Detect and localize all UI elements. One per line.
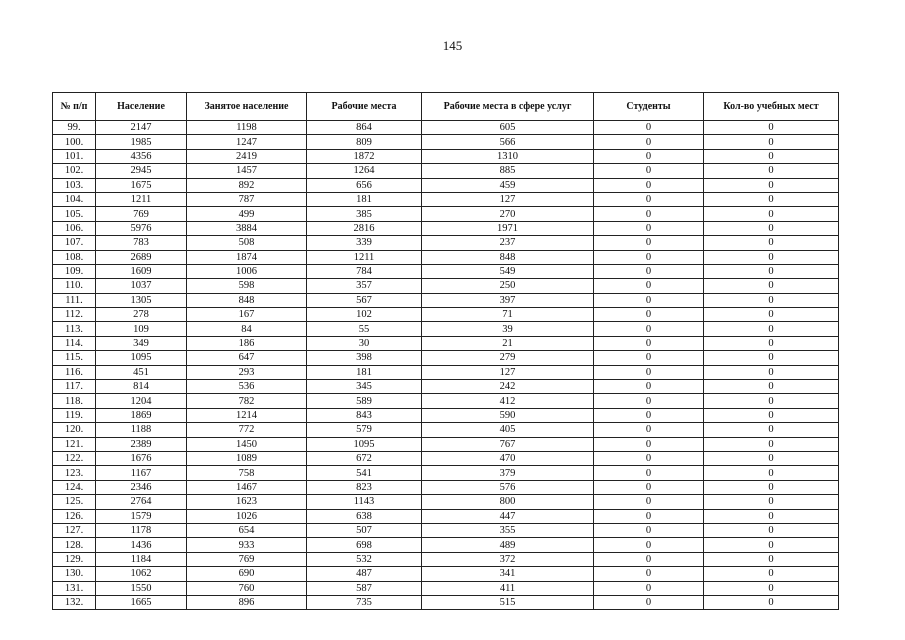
population-cell: 4356 xyxy=(96,149,187,163)
row-number-cell: 112. xyxy=(53,308,96,322)
table-row xyxy=(53,380,839,394)
population-cell: 109 xyxy=(96,322,187,336)
employed-cell: 598 xyxy=(187,279,307,293)
employed-cell: 167 xyxy=(187,308,307,322)
service-workplaces-cell: 885 xyxy=(422,164,594,178)
row-number-cell: 100. xyxy=(53,135,96,149)
table-row xyxy=(53,495,839,509)
table-row xyxy=(53,567,839,581)
header-row xyxy=(53,93,839,121)
employed-cell: 787 xyxy=(187,192,307,206)
table-row xyxy=(53,279,839,293)
workplaces-cell: 181 xyxy=(307,192,422,206)
population-cell: 2346 xyxy=(96,480,187,494)
population-cell: 349 xyxy=(96,336,187,350)
row-number-cell: 107. xyxy=(53,236,96,250)
row-number-cell: 127. xyxy=(53,523,96,537)
population-cell: 451 xyxy=(96,365,187,379)
employed-cell: 499 xyxy=(187,207,307,221)
service-workplaces-cell: 21 xyxy=(422,336,594,350)
workplaces-cell: 345 xyxy=(307,380,422,394)
table-row xyxy=(53,408,839,422)
table-row xyxy=(53,264,839,278)
row-number-cell: 110. xyxy=(53,279,96,293)
header-cell-population: Население xyxy=(96,93,187,121)
study-places-cell: 0 xyxy=(704,121,839,135)
row-number-cell: 108. xyxy=(53,250,96,264)
row-number-cell: 121. xyxy=(53,437,96,451)
employed-cell: 1006 xyxy=(187,264,307,278)
row-number-cell: 111. xyxy=(53,293,96,307)
population-cell: 1609 xyxy=(96,264,187,278)
row-number-cell: 105. xyxy=(53,207,96,221)
workplaces-cell: 1211 xyxy=(307,250,422,264)
row-number-cell: 118. xyxy=(53,394,96,408)
workplaces-cell: 507 xyxy=(307,523,422,537)
row-number-cell: 116. xyxy=(53,365,96,379)
students-cell: 0 xyxy=(594,121,704,135)
row-number-cell: 132. xyxy=(53,595,96,609)
population-cell: 1167 xyxy=(96,466,187,480)
workplaces-cell: 1095 xyxy=(307,437,422,451)
students-cell: 0 xyxy=(594,394,704,408)
employed-cell: 508 xyxy=(187,236,307,250)
service-workplaces-cell: 1971 xyxy=(422,221,594,235)
workplaces-cell: 339 xyxy=(307,236,422,250)
service-workplaces-cell: 447 xyxy=(422,509,594,523)
students-cell: 0 xyxy=(594,380,704,394)
students-cell: 0 xyxy=(594,264,704,278)
population-cell: 1675 xyxy=(96,178,187,192)
study-places-cell: 0 xyxy=(704,595,839,609)
employed-cell: 772 xyxy=(187,423,307,437)
table-row xyxy=(53,466,839,480)
row-number-cell: 101. xyxy=(53,149,96,163)
population-cell: 1095 xyxy=(96,351,187,365)
study-places-cell: 0 xyxy=(704,264,839,278)
row-number-cell: 120. xyxy=(53,423,96,437)
workplaces-cell: 1264 xyxy=(307,164,422,178)
study-places-cell: 0 xyxy=(704,423,839,437)
row-number-cell: 113. xyxy=(53,322,96,336)
students-cell: 0 xyxy=(594,552,704,566)
table-row xyxy=(53,451,839,465)
employed-cell: 654 xyxy=(187,523,307,537)
study-places-cell: 0 xyxy=(704,135,839,149)
row-number-cell: 123. xyxy=(53,466,96,480)
employed-cell: 1214 xyxy=(187,408,307,422)
service-workplaces-cell: 355 xyxy=(422,523,594,537)
table-row xyxy=(53,480,839,494)
row-number-cell: 125. xyxy=(53,495,96,509)
population-cell: 1188 xyxy=(96,423,187,437)
service-workplaces-cell: 127 xyxy=(422,192,594,206)
employed-cell: 1450 xyxy=(187,437,307,451)
study-places-cell: 0 xyxy=(704,336,839,350)
students-cell: 0 xyxy=(594,451,704,465)
row-number-cell: 129. xyxy=(53,552,96,566)
population-cell: 278 xyxy=(96,308,187,322)
study-places-cell: 0 xyxy=(704,523,839,537)
population-cell: 2689 xyxy=(96,250,187,264)
students-cell: 0 xyxy=(594,581,704,595)
row-number-cell: 114. xyxy=(53,336,96,350)
employed-cell: 1623 xyxy=(187,495,307,509)
service-workplaces-cell: 279 xyxy=(422,351,594,365)
population-cell: 814 xyxy=(96,380,187,394)
study-places-cell: 0 xyxy=(704,192,839,206)
population-cell: 1062 xyxy=(96,567,187,581)
table-row xyxy=(53,595,839,609)
workplaces-cell: 567 xyxy=(307,293,422,307)
students-cell: 0 xyxy=(594,509,704,523)
employed-cell: 933 xyxy=(187,538,307,552)
service-workplaces-cell: 767 xyxy=(422,437,594,451)
employed-cell: 758 xyxy=(187,466,307,480)
study-places-cell: 0 xyxy=(704,466,839,480)
students-cell: 0 xyxy=(594,135,704,149)
population-cell: 1436 xyxy=(96,538,187,552)
employed-cell: 1467 xyxy=(187,480,307,494)
study-places-cell: 0 xyxy=(704,552,839,566)
students-cell: 0 xyxy=(594,322,704,336)
population-cell: 2764 xyxy=(96,495,187,509)
workplaces-cell: 656 xyxy=(307,178,422,192)
students-cell: 0 xyxy=(594,178,704,192)
table-row xyxy=(53,365,839,379)
workplaces-cell: 579 xyxy=(307,423,422,437)
workplaces-cell: 698 xyxy=(307,538,422,552)
study-places-cell: 0 xyxy=(704,221,839,235)
population-cell: 1211 xyxy=(96,192,187,206)
population-cell: 2945 xyxy=(96,164,187,178)
row-number-cell: 131. xyxy=(53,581,96,595)
employed-cell: 293 xyxy=(187,365,307,379)
table-row xyxy=(53,207,839,221)
study-places-cell: 0 xyxy=(704,322,839,336)
service-workplaces-cell: 270 xyxy=(422,207,594,221)
employed-cell: 760 xyxy=(187,581,307,595)
table-row xyxy=(53,322,839,336)
service-workplaces-cell: 489 xyxy=(422,538,594,552)
service-workplaces-cell: 590 xyxy=(422,408,594,422)
workplaces-cell: 843 xyxy=(307,408,422,422)
study-places-cell: 0 xyxy=(704,178,839,192)
workplaces-cell: 672 xyxy=(307,451,422,465)
workplaces-cell: 30 xyxy=(307,336,422,350)
service-workplaces-cell: 341 xyxy=(422,567,594,581)
table-row xyxy=(53,523,839,537)
workplaces-cell: 784 xyxy=(307,264,422,278)
population-cell: 1184 xyxy=(96,552,187,566)
workplaces-cell: 587 xyxy=(307,581,422,595)
students-cell: 0 xyxy=(594,595,704,609)
table-row xyxy=(53,149,839,163)
employed-cell: 3884 xyxy=(187,221,307,235)
study-places-cell: 0 xyxy=(704,250,839,264)
students-cell: 0 xyxy=(594,250,704,264)
workplaces-cell: 1143 xyxy=(307,495,422,509)
service-workplaces-cell: 237 xyxy=(422,236,594,250)
table-row xyxy=(53,581,839,595)
table-row xyxy=(53,538,839,552)
students-cell: 0 xyxy=(594,336,704,350)
population-cell: 1204 xyxy=(96,394,187,408)
students-cell: 0 xyxy=(594,164,704,178)
study-places-cell: 0 xyxy=(704,495,839,509)
students-cell: 0 xyxy=(594,221,704,235)
study-places-cell: 0 xyxy=(704,236,839,250)
employed-cell: 84 xyxy=(187,322,307,336)
employed-cell: 848 xyxy=(187,293,307,307)
employed-cell: 769 xyxy=(187,552,307,566)
service-workplaces-cell: 127 xyxy=(422,365,594,379)
data-table xyxy=(52,92,839,610)
study-places-cell: 0 xyxy=(704,279,839,293)
workplaces-cell: 1872 xyxy=(307,149,422,163)
workplaces-cell: 181 xyxy=(307,365,422,379)
workplaces-cell: 102 xyxy=(307,308,422,322)
study-places-cell: 0 xyxy=(704,207,839,221)
workplaces-cell: 638 xyxy=(307,509,422,523)
service-workplaces-cell: 397 xyxy=(422,293,594,307)
page-number: 145 xyxy=(442,38,463,53)
population-cell: 1550 xyxy=(96,581,187,595)
service-workplaces-cell: 1310 xyxy=(422,149,594,163)
table-row xyxy=(53,437,839,451)
workplaces-cell: 357 xyxy=(307,279,422,293)
students-cell: 0 xyxy=(594,279,704,293)
employed-cell: 690 xyxy=(187,567,307,581)
table-row xyxy=(53,394,839,408)
row-number-cell: 99. xyxy=(53,121,96,135)
students-cell: 0 xyxy=(594,351,704,365)
students-cell: 0 xyxy=(594,480,704,494)
population-cell: 1665 xyxy=(96,595,187,609)
students-cell: 0 xyxy=(594,236,704,250)
employed-cell: 1026 xyxy=(187,509,307,523)
table-row xyxy=(53,423,839,437)
employed-cell: 2419 xyxy=(187,149,307,163)
service-workplaces-cell: 39 xyxy=(422,322,594,336)
table-row xyxy=(53,293,839,307)
service-workplaces-cell: 250 xyxy=(422,279,594,293)
study-places-cell: 0 xyxy=(704,293,839,307)
service-workplaces-cell: 372 xyxy=(422,552,594,566)
service-workplaces-cell: 470 xyxy=(422,451,594,465)
table-row xyxy=(53,250,839,264)
study-places-cell: 0 xyxy=(704,351,839,365)
workplaces-cell: 385 xyxy=(307,207,422,221)
workplaces-cell: 2816 xyxy=(307,221,422,235)
students-cell: 0 xyxy=(594,408,704,422)
table-row xyxy=(53,509,839,523)
row-number-cell: 104. xyxy=(53,192,96,206)
header-cell-workplaces: Рабочие места xyxy=(307,93,422,121)
students-cell: 0 xyxy=(594,466,704,480)
service-workplaces-cell: 576 xyxy=(422,480,594,494)
service-workplaces-cell: 549 xyxy=(422,264,594,278)
students-cell: 0 xyxy=(594,538,704,552)
study-places-cell: 0 xyxy=(704,451,839,465)
population-cell: 2147 xyxy=(96,121,187,135)
row-number-cell: 128. xyxy=(53,538,96,552)
workplaces-cell: 487 xyxy=(307,567,422,581)
header-cell-service-workplaces: Рабочие места в сфере услуг xyxy=(422,93,594,121)
header-cell-number: № п/п xyxy=(53,93,96,121)
population-cell: 1985 xyxy=(96,135,187,149)
study-places-cell: 0 xyxy=(704,408,839,422)
workplaces-cell: 823 xyxy=(307,480,422,494)
students-cell: 0 xyxy=(594,495,704,509)
population-cell: 1869 xyxy=(96,408,187,422)
population-cell: 1178 xyxy=(96,523,187,537)
students-cell: 0 xyxy=(594,437,704,451)
row-number-cell: 130. xyxy=(53,567,96,581)
service-workplaces-cell: 71 xyxy=(422,308,594,322)
population-cell: 1037 xyxy=(96,279,187,293)
row-number-cell: 119. xyxy=(53,408,96,422)
service-workplaces-cell: 405 xyxy=(422,423,594,437)
workplaces-cell: 532 xyxy=(307,552,422,566)
service-workplaces-cell: 459 xyxy=(422,178,594,192)
row-number-cell: 103. xyxy=(53,178,96,192)
table-row xyxy=(53,192,839,206)
table-row xyxy=(53,164,839,178)
table-row xyxy=(53,336,839,350)
students-cell: 0 xyxy=(594,192,704,206)
row-number-cell: 102. xyxy=(53,164,96,178)
study-places-cell: 0 xyxy=(704,308,839,322)
workplaces-cell: 735 xyxy=(307,595,422,609)
service-workplaces-cell: 515 xyxy=(422,595,594,609)
row-number-cell: 109. xyxy=(53,264,96,278)
study-places-cell: 0 xyxy=(704,394,839,408)
workplaces-cell: 809 xyxy=(307,135,422,149)
study-places-cell: 0 xyxy=(704,149,839,163)
service-workplaces-cell: 566 xyxy=(422,135,594,149)
service-workplaces-cell: 242 xyxy=(422,380,594,394)
study-places-cell: 0 xyxy=(704,380,839,394)
row-number-cell: 106. xyxy=(53,221,96,235)
population-cell: 769 xyxy=(96,207,187,221)
employed-cell: 186 xyxy=(187,336,307,350)
service-workplaces-cell: 412 xyxy=(422,394,594,408)
workplaces-cell: 864 xyxy=(307,121,422,135)
table-row xyxy=(53,135,839,149)
study-places-cell: 0 xyxy=(704,365,839,379)
header-cell-study-places: Кол-во учебных мест xyxy=(704,93,839,121)
table-body xyxy=(53,121,839,610)
employed-cell: 1874 xyxy=(187,250,307,264)
employed-cell: 1198 xyxy=(187,121,307,135)
population-cell: 5976 xyxy=(96,221,187,235)
table-row xyxy=(53,178,839,192)
employed-cell: 892 xyxy=(187,178,307,192)
service-workplaces-cell: 800 xyxy=(422,495,594,509)
row-number-cell: 115. xyxy=(53,351,96,365)
study-places-cell: 0 xyxy=(704,437,839,451)
employed-cell: 1089 xyxy=(187,451,307,465)
students-cell: 0 xyxy=(594,423,704,437)
row-number-cell: 124. xyxy=(53,480,96,494)
study-places-cell: 0 xyxy=(704,581,839,595)
workplaces-cell: 541 xyxy=(307,466,422,480)
row-number-cell: 117. xyxy=(53,380,96,394)
study-places-cell: 0 xyxy=(704,538,839,552)
employed-cell: 647 xyxy=(187,351,307,365)
study-places-cell: 0 xyxy=(704,480,839,494)
students-cell: 0 xyxy=(594,308,704,322)
service-workplaces-cell: 411 xyxy=(422,581,594,595)
employed-cell: 1247 xyxy=(187,135,307,149)
population-cell: 1579 xyxy=(96,509,187,523)
table-row xyxy=(53,121,839,135)
employed-cell: 782 xyxy=(187,394,307,408)
row-number-cell: 122. xyxy=(53,451,96,465)
students-cell: 0 xyxy=(594,207,704,221)
population-cell: 2389 xyxy=(96,437,187,451)
header-cell-employed: Занятое население xyxy=(187,93,307,121)
workplaces-cell: 589 xyxy=(307,394,422,408)
workplaces-cell: 398 xyxy=(307,351,422,365)
students-cell: 0 xyxy=(594,567,704,581)
table-row xyxy=(53,308,839,322)
study-places-cell: 0 xyxy=(704,509,839,523)
students-cell: 0 xyxy=(594,149,704,163)
service-workplaces-cell: 848 xyxy=(422,250,594,264)
table-row xyxy=(53,552,839,566)
study-places-cell: 0 xyxy=(704,164,839,178)
students-cell: 0 xyxy=(594,523,704,537)
service-workplaces-cell: 605 xyxy=(422,121,594,135)
row-number-cell: 126. xyxy=(53,509,96,523)
population-cell: 783 xyxy=(96,236,187,250)
header-cell-students: Студенты xyxy=(594,93,704,121)
students-cell: 0 xyxy=(594,293,704,307)
service-workplaces-cell: 379 xyxy=(422,466,594,480)
study-places-cell: 0 xyxy=(704,567,839,581)
population-cell: 1676 xyxy=(96,451,187,465)
table-row xyxy=(53,351,839,365)
employed-cell: 536 xyxy=(187,380,307,394)
table-row xyxy=(53,236,839,250)
population-cell: 1305 xyxy=(96,293,187,307)
employed-cell: 896 xyxy=(187,595,307,609)
employed-cell: 1457 xyxy=(187,164,307,178)
students-cell: 0 xyxy=(594,365,704,379)
table-row xyxy=(53,221,839,235)
workplaces-cell: 55 xyxy=(307,322,422,336)
